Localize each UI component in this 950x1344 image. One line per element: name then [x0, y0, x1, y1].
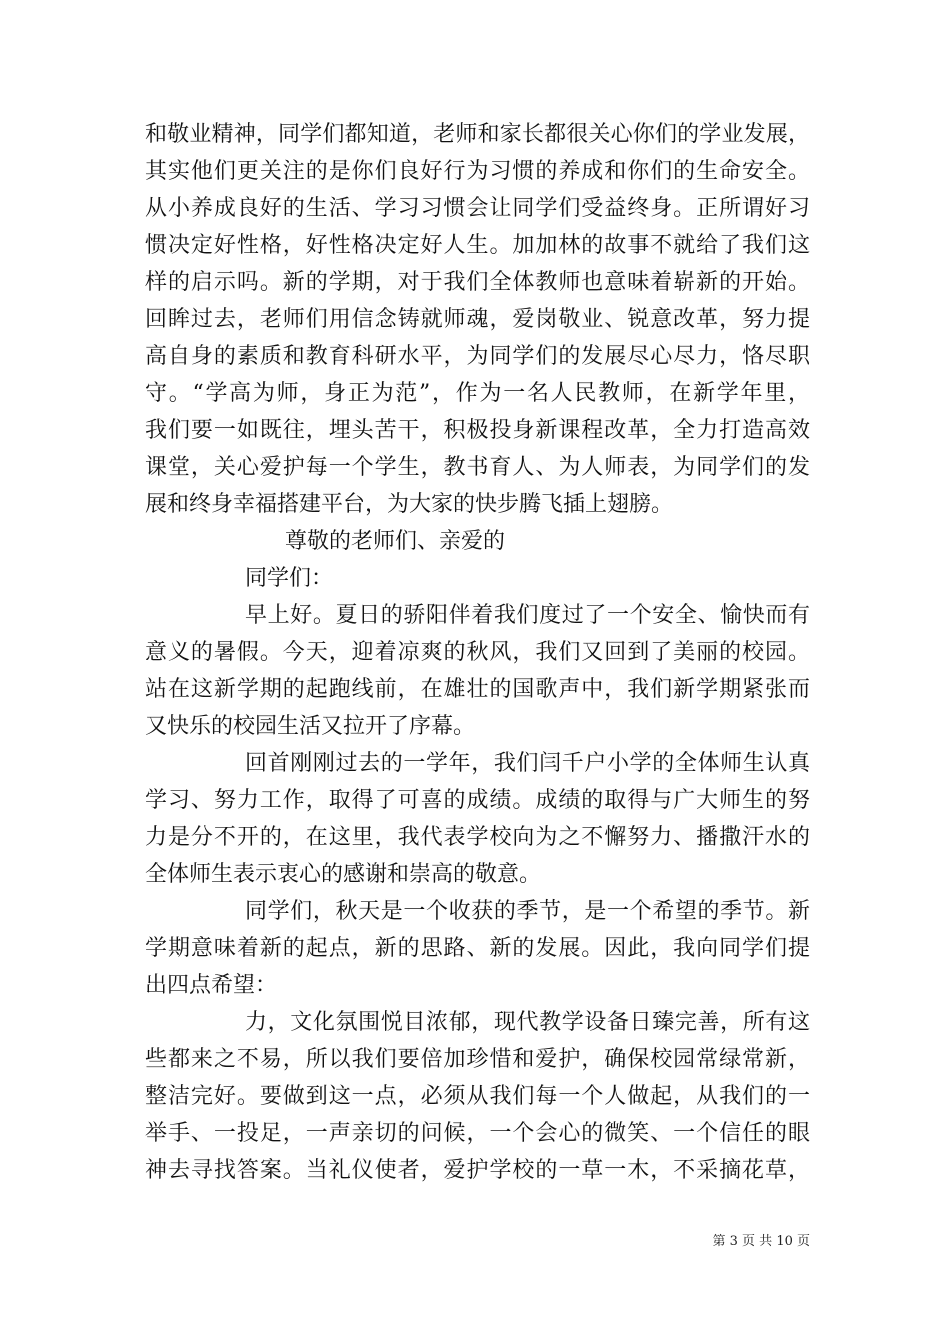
document-body [145, 116, 810, 1189]
text-line: 高自身的素质和教育科研水平，为同学们的发展尽心尽力，恪尽职 [145, 344, 810, 369]
text-line: 回眸过去，老师们用信念铸就师魂，爱岗敬业、锐意改革，努力提 [145, 307, 810, 332]
text-line: 惯决定好性格，好性格决定好人生。加加林的故事不就给了我们这 [145, 233, 810, 258]
text-line: 课堂，关心爱护每一个学生，教书育人、为人师表，为同学们的发 [145, 455, 810, 480]
text-line: 力是分不开的，在这里，我代表学校向为之不懈努力、播撒汗水的 [145, 825, 810, 850]
text-line: 学期意味着新的起点，新的思路、新的发展。因此，我向同学们提 [145, 936, 810, 961]
text-line: 其实他们更关注的是你们良好行为习惯的养成和你们的生命安全。 [145, 159, 810, 184]
text-line: 神去寻找答案。当礼仪使者，爱护学校的一草一木，不采摘花草， [145, 1158, 810, 1183]
text-line: 样的启示吗。新的学期，对于我们全体教师也意味着崭新的开始。 [145, 270, 810, 295]
text-line: 和敬业精神，同学们都知道，老师和家长都很关心你们的学业发展， [145, 122, 810, 147]
text-line: 又快乐的校园生活又拉开了序幕。 [145, 714, 476, 739]
text-line: 展和终身幸福搭建平台，为大家的快步腾飞插上翅膀。 [145, 492, 674, 517]
text-line: 从小养成良好的生活、学习习惯会让同学们受益终身。正所谓好习 [145, 196, 810, 221]
text-line: 出四点希望： [145, 973, 278, 998]
paragraph-start-line: 回首刚刚过去的一学年，我们闫千户小学的全体师生认真 [245, 751, 810, 776]
text-line: 举手、一投足，一声亲切的问候，一个会心的微笑、一个信任的眼 [145, 1121, 810, 1146]
text-line: 意义的暑假。今天，迎着凉爽的秋风，我们又回到了美丽的校园。 [145, 640, 810, 665]
paragraph-start-line: 早上好。夏日的骄阳伴着我们度过了一个安全、愉快而有 [245, 603, 810, 628]
text-line: 些都来之不易，所以我们要倍加珍惜和爱护，确保校园常绿常新， [145, 1047, 810, 1072]
text-line: 整洁完好。要做到这一点，必须从我们每一个人做起，从我们的一 [145, 1084, 810, 1109]
text-line: 守。“学高为师，身正为范”，作为一名人民教师，在新学年里， [145, 381, 810, 406]
text-line: 全体师生表示衷心的感谢和崇高的敬意。 [145, 862, 542, 887]
paragraph-start-line: 力，文化氛围悦目浓郁，现代教学设备日臻完善，所有这 [245, 1010, 810, 1035]
salutation-line: 同学们： [245, 566, 334, 591]
text-line: 学习、努力工作，取得了可喜的成绩。成绩的取得与广大师生的努 [145, 788, 810, 813]
paragraph-start-line: 同学们，秋天是一个收获的季节，是一个希望的季节。新 [245, 899, 810, 924]
page-number: 第 3 页 共 10 页 [712, 1234, 810, 1249]
text-line: 我们要一如既往，埋头苦干，积极投身新课程改革，全力打造高效 [145, 418, 810, 443]
salutation-line: 尊敬的老师们、亲爱的 [285, 529, 506, 554]
text-line: 站在这新学期的起跑线前，在雄壮的国歌声中，我们新学期紧张而 [145, 677, 810, 702]
